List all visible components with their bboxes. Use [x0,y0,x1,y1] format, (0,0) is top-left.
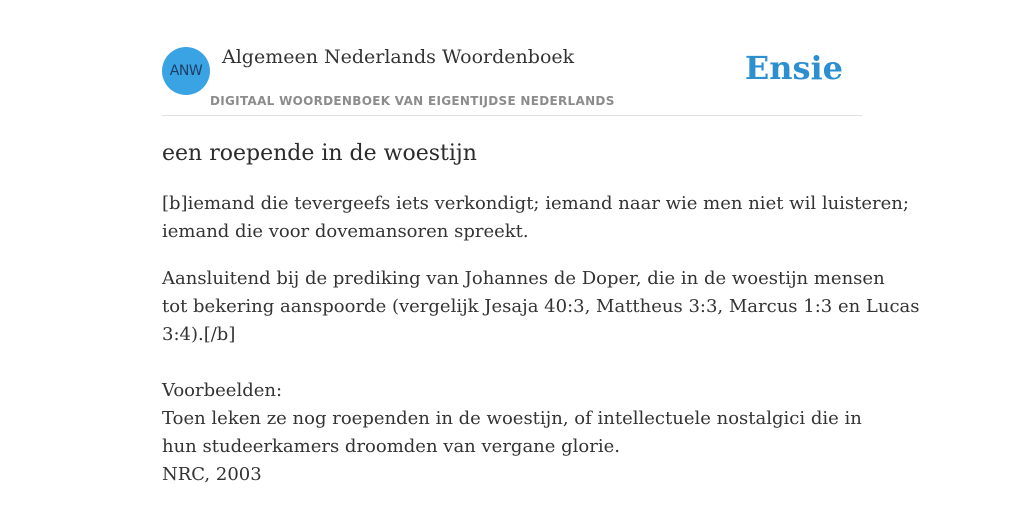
site-header [162,45,862,116]
example-line: hun studeerkamers droomden van vergane glorie. [162,436,620,457]
definition-line: [b]iemand die tevergeefs iets verkondigt; iemand naar wie men niet wil luisteren; [162,193,909,214]
example-source: NRC, 2003 [162,464,262,485]
entry-explanation [162,265,920,349]
definition-line: iemand die voor dovemansoren spreekt. [162,221,529,242]
site-subtitle: DIGITAAL WOORDENBOEK VAN EIGENTIJDSE NEDERLANDS [210,94,615,108]
examples-label: Voorbeelden: [162,380,283,401]
entry-title: een roepende in de woestijn [162,141,477,166]
explanation-line: Aansluitend bij de prediking van Johannes de Doper, die in de woestijn mensen [162,268,885,289]
entry-examples [162,377,866,489]
site-title[interactable]: Algemeen Nederlands Woordenboek [222,46,575,68]
entry-definition [162,190,909,246]
entry-content [162,138,920,489]
explanation-line: 3:4).[/b] [162,324,236,345]
ensie-logo[interactable]: Ensie [744,49,843,87]
example-line: Toen leken ze nog roependen in de woestijn, of intellectuele nostalgici die in [162,408,862,429]
anw-logo[interactable]: ANW [162,47,210,95]
explanation-line: tot bekering aanspoorde (vergelijk Jesaja 40:3, Mattheus 3:3, Marcus 1:3 en Lucas [162,296,920,317]
